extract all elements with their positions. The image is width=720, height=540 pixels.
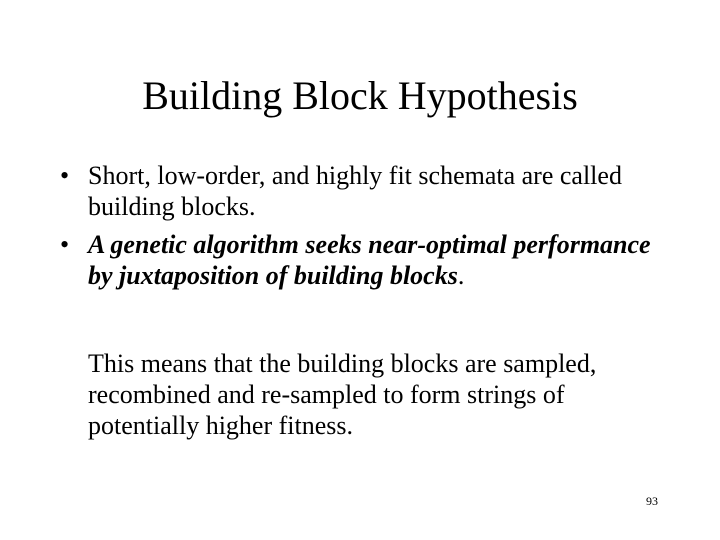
page-number: 93 [646,494,658,508]
bullet-text: Short, low-order, and highly fit schemata are called building blocks. [88,161,622,221]
continuation-paragraph: This means that the building blocks are sampled, recombined and re-sampled to form strings of potentially higher fitness. [88,349,597,440]
bullet-marker: • [60,230,70,259]
bullet-marker: • [60,161,70,190]
bullet-text-emphasis: A genetic algorithm seeks near-optimal performance by juxtaposition of building blocks [88,230,651,290]
bullet-item-genetic-algorithm [60,229,680,291]
bullet-item-building-blocks [60,160,680,222]
slide-title: Building Block Hypothesis [142,73,578,118]
bullet-list [60,160,680,298]
bullet-text-period: . [457,261,465,290]
